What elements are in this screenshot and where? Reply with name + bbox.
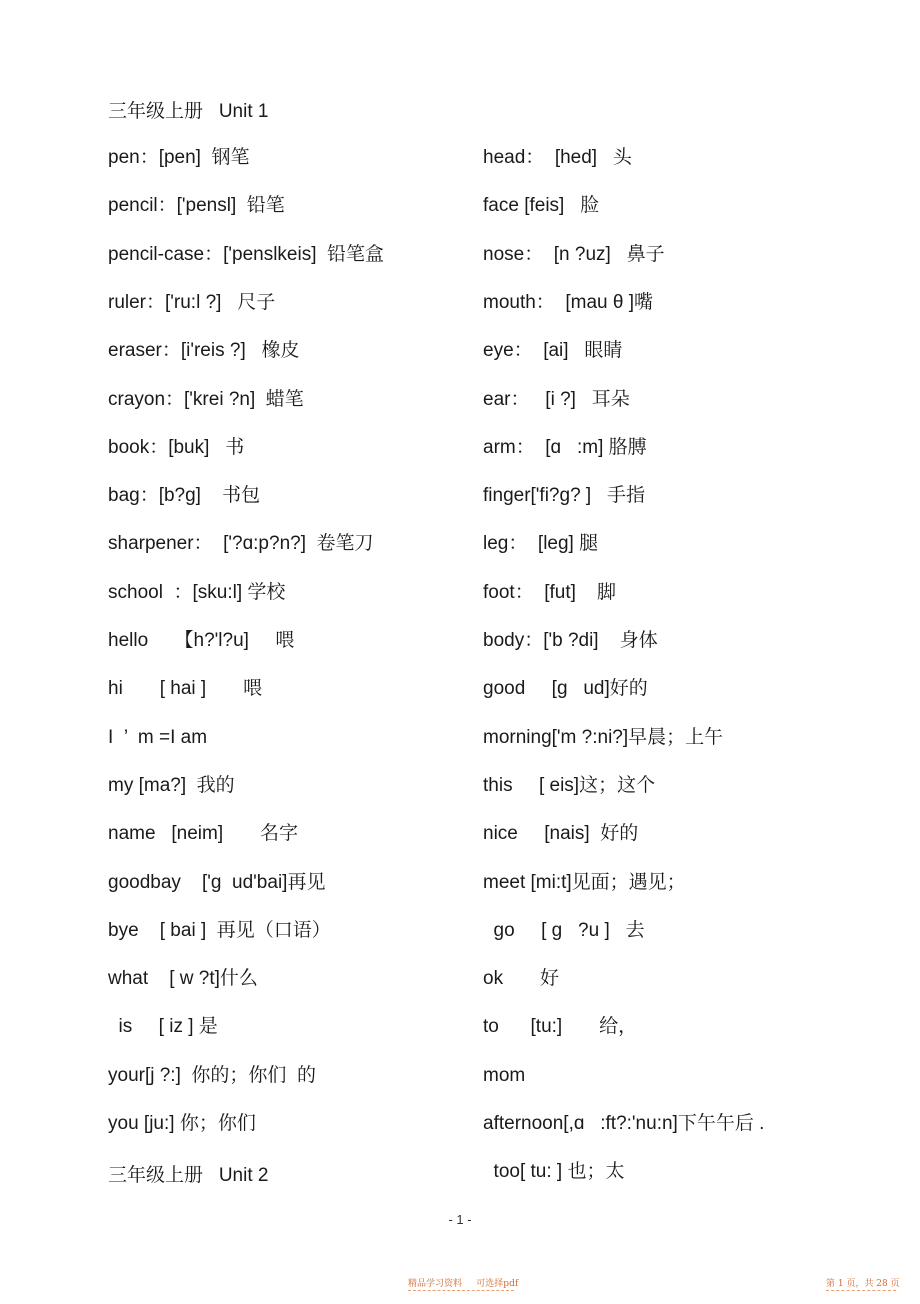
vocab-entry: good [ɡ ud]好的 (483, 678, 648, 700)
vocab-entry: finger['fi?g? ] 手指 (483, 485, 646, 507)
vocab-entry: foot： [fut] 脚 (483, 581, 617, 603)
unit2-heading: 三年级上册 Unit 2 (108, 1165, 269, 1186)
vocab-entry: ruler：['ru:l ?] 尺子 (108, 291, 276, 313)
vocab-entry: bye [ bai ] 再见（口语） (108, 919, 331, 941)
vocab-entry: leg： [leg] 腿 (483, 533, 599, 555)
page-number: - 1 - (448, 1212, 472, 1227)
vocab-entry: to [tu:] 给， (483, 1016, 638, 1038)
vocab-entry: go [ ɡ ?u ] 去 (483, 919, 645, 941)
footer-right-rule (826, 1290, 896, 1291)
vocab-entry: hello 【h?'l?u] 喂 (108, 630, 295, 651)
vocab-entry: pencil-case：['penslkeis] 铅笔盒 (108, 243, 385, 265)
vocab-entry: body：['b ?di] 身体 (483, 630, 658, 651)
vocab-entry: ear： [i ?] 耳朵 (483, 388, 630, 410)
vocab-entry: nose： [n ?uz] 鼻子 (483, 243, 665, 265)
vocab-entry: hi [ hai ] 喂 (108, 678, 263, 700)
vocab-entry: morning['m ?:ni?]早晨；上午 (483, 726, 724, 748)
vocab-entry: pencil：['pensl] 铅笔 (108, 195, 285, 217)
vocab-entry: name [neim] 名字 (108, 823, 299, 845)
vocab-entry: eye： [ai] 眼睛 (483, 340, 623, 362)
vocab-entry: sharpener： ['?ɑ:p?n?] 卷笔刀 (108, 533, 374, 555)
vocab-entry: book：[buk] 书 (108, 436, 245, 458)
vocab-entry: eraser：[i'reis ?] 橡皮 (108, 340, 300, 362)
vocab-entry: nice [nais] 好的 (483, 823, 639, 845)
vocab-entry: head： [hed] 头 (483, 147, 632, 168)
vocab-entry: mouth： [mau θ ]嘴 (483, 291, 654, 313)
footer-right-text: 第 1 页，共 28 页 (826, 1279, 900, 1289)
vocab-entry: your[j ?:] 你的；你们 的 (108, 1064, 316, 1086)
vocab-entry: arm： [ɑ :m] 胳膊 (483, 436, 647, 458)
vocab-entry: face [feis] 脸 (483, 195, 600, 217)
vocab-entry: pen：[pen] 钢笔 (108, 147, 250, 168)
vocab-entry: school ：[sku:l] 学校 (108, 581, 286, 603)
footer-left-text: 精品学习资料 可选择pdf (408, 1279, 519, 1289)
vocab-entry: bag：[b?g] 书包 (108, 485, 261, 507)
vocab-entry: crayon：['krei ?n] 蜡笔 (108, 388, 304, 410)
vocab-entry: you [ju:] 你；你们 (108, 1113, 256, 1134)
vocab-entry: mom (483, 1064, 526, 1086)
vocab-entry: meet [mi:t]见面；遇见； (483, 871, 686, 893)
footer-left-rule (408, 1290, 514, 1291)
vocab-entry: I ’ m =I am (108, 726, 208, 748)
vocab-entry: afternoon[,ɑ :ft?:'nu:n]下午午后 . (483, 1113, 765, 1134)
vocab-entry: what [ w ?t]什么 (108, 968, 258, 990)
vocab-entry: too[ tu: ] 也；太 (483, 1161, 625, 1183)
vocab-entry: this [ eis]这；这个 (483, 774, 656, 796)
vocab-entry: goodbay ['ɡ ud'bai]再见 (108, 871, 326, 893)
vocab-entry: my [ma?] 我的 (108, 774, 235, 796)
vocab-entry: ok 好 (483, 968, 560, 990)
vocab-entry: is [ iz ] 是 (108, 1016, 218, 1038)
unit1-heading: 三年级上册 Unit 1 (108, 101, 269, 122)
